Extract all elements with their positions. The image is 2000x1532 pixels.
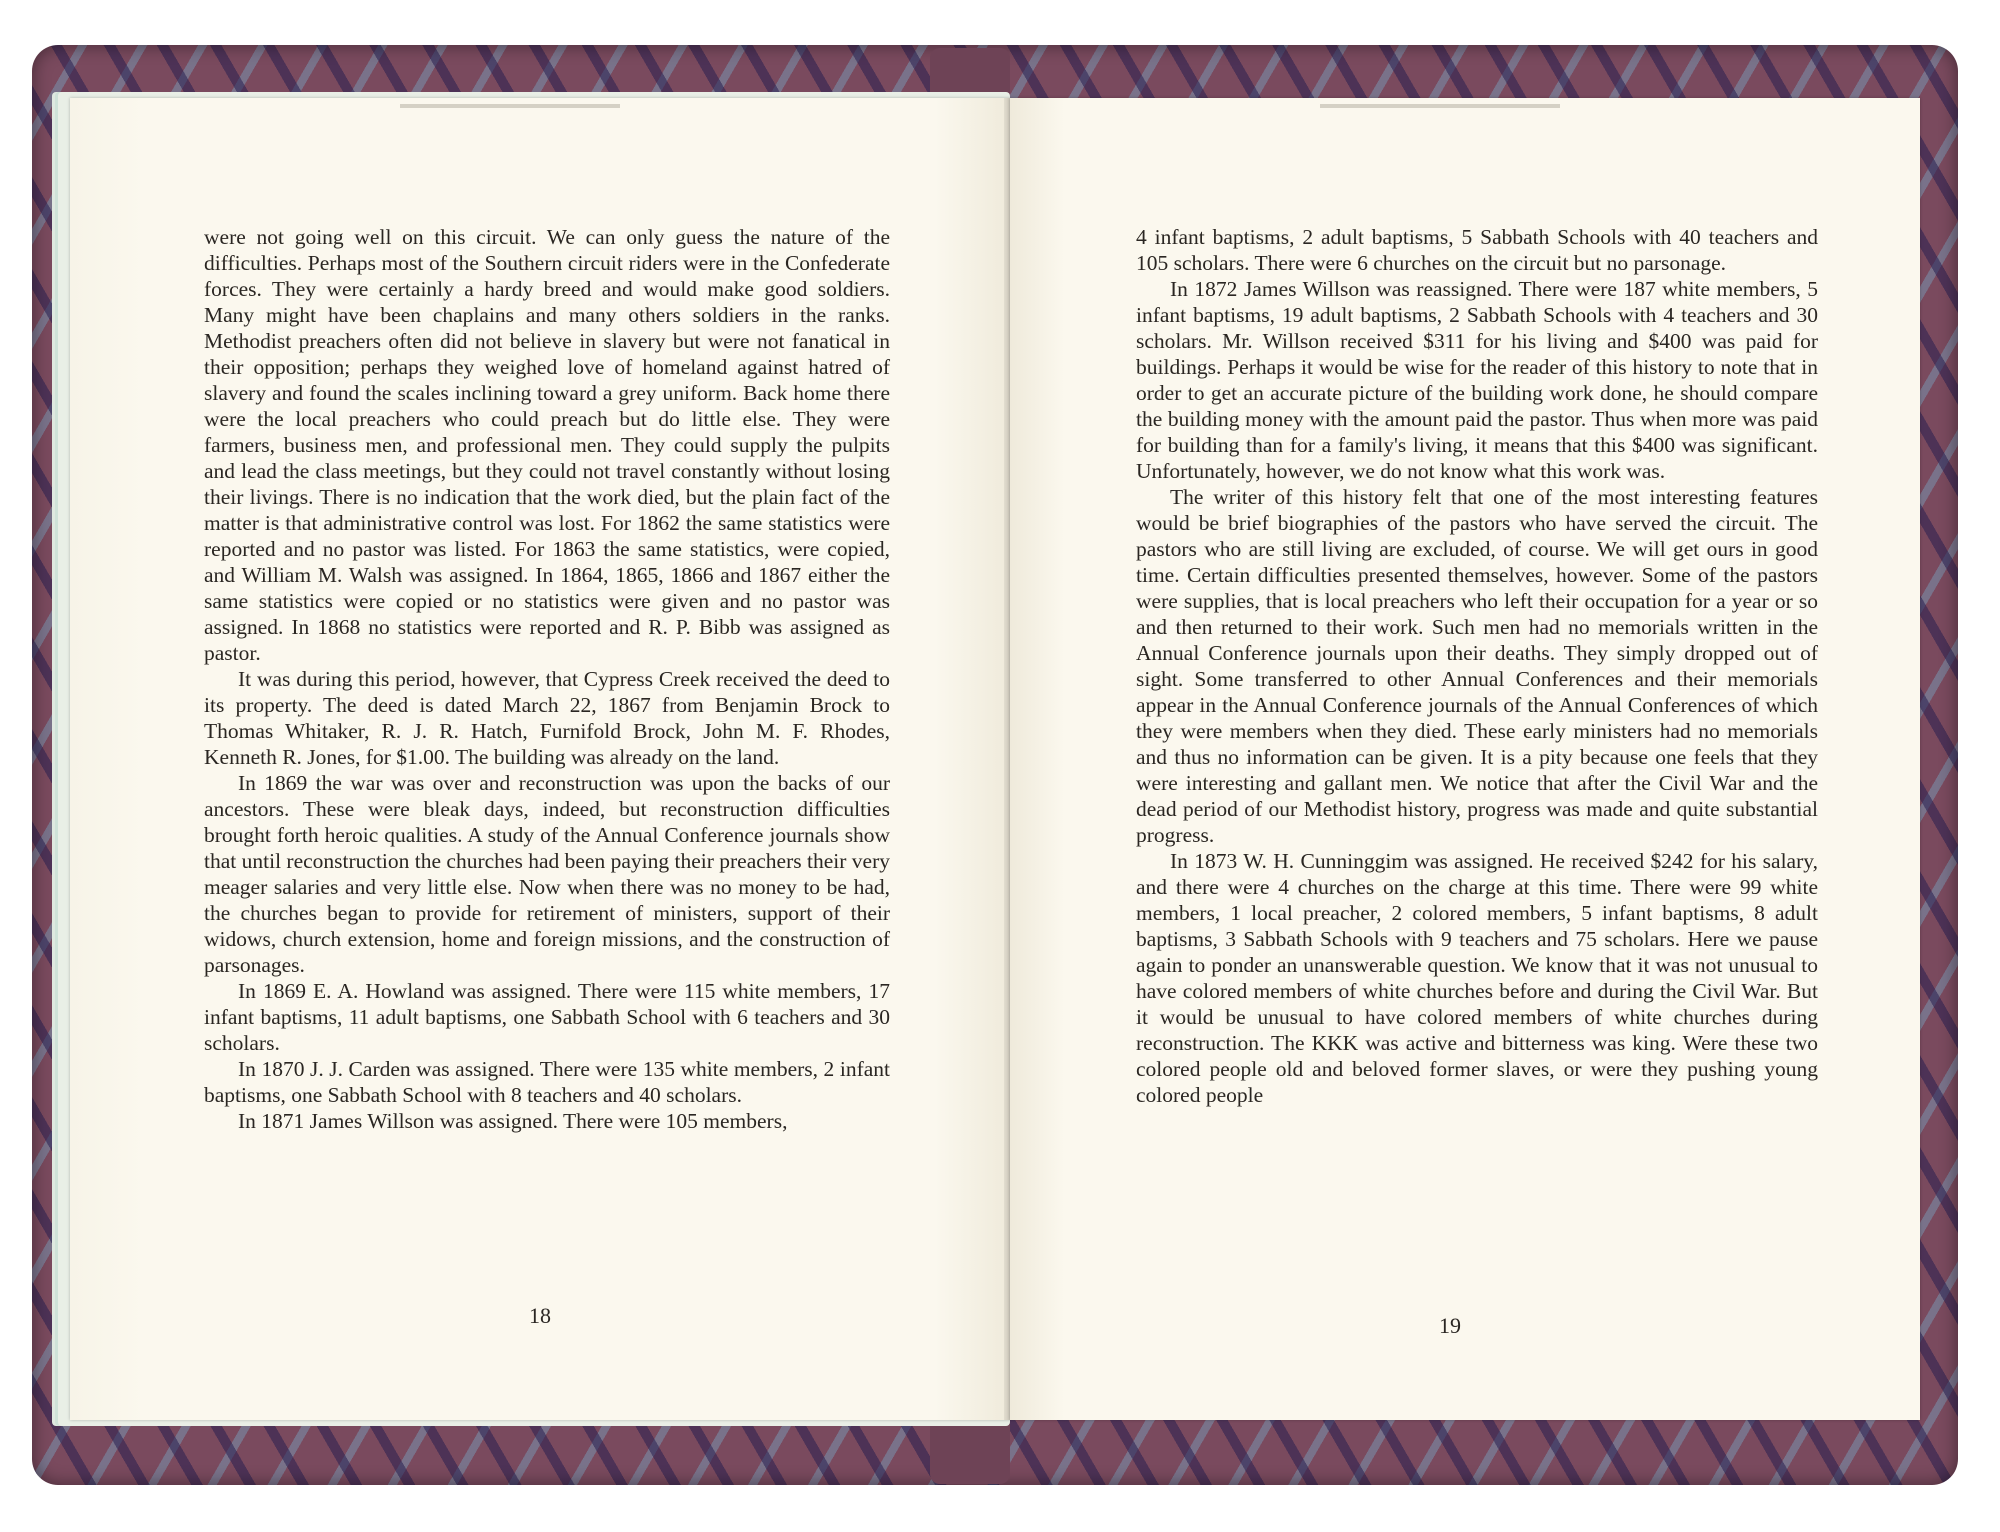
bleed-through-heading <box>400 104 620 108</box>
left-page-text <box>204 224 890 1134</box>
paragraph: In 1870 J. J. Carden was assigned. There were 135 white members, 2 infant baptisms, one Sabbath School with 8 teachers and 40 scholars. <box>204 1057 890 1107</box>
left-page <box>70 98 1010 1420</box>
right-page-text <box>1136 224 1818 1108</box>
bleed-through-heading <box>1320 104 1560 108</box>
paragraph: In 1873 W. H. Cunninggim was assigned. He received $242 for his salary, and there were 4 churches on the charge at this time. There were 99 white members, 1 local preacher, 2 colored members, 5 infant baptisms, 8 adult baptisms, 3 Sabbath Schools with 9 teachers and 75 scholars. Here we pause again to ponder an unanswerable question. We know that it was not unusual to have colored members of white churches before and during the Civil War. But it would be unusual to have colored members of white churches during reconstruction. The KKK was active and bitterness was king. Were these two colored people old and beloved former slaves, or were they pushing young colored people <box>1136 849 1818 1107</box>
paragraph: The writer of this history felt that one of the most interesting features would be brief biographies of the pastors who have served the circuit. The pastors who are still living are excluded, of course. We will get ours in good time. Certain difficulties presented themselves, however. Some of the pastors were supplies, that is local preachers who left their occupation for a year or so and then returned to their work. Such men had no memorials written in the Annual Conference journals upon their deaths. They simply dropped out of sight. Some transferred to other Annual Conferences and their memorials appear in the Annual Conference journals of the Annual Conferences of which they were members when they died. These early ministers had no memorials and thus no information can be given. It is a pity because one feels that they were interesting and gallant men. We notice that after the Civil War and the dead period of our Methodist history, progress was made and quite substantial progress. <box>1136 485 1818 847</box>
page-number: 19 <box>1439 1313 1461 1338</box>
page-number: 18 <box>529 1303 551 1328</box>
right-page <box>1010 98 1920 1420</box>
paragraph: In 1869 the war was over and reconstruction was upon the backs of our ancestors. These were bleak days, indeed, but reconstruction difficulties brought forth heroic qualities. A study of the Annual Conference journals show that until reconstruction the churches had been paying their preachers their very meager salaries and very little else. Now when there was no money to be had, the churches began to provide for retirement of ministers, support of their widows, church extension, home and foreign missions, and the construction of parsonages. <box>204 771 890 977</box>
paragraph: In 1871 James Willson was assigned. There were 105 members, <box>238 1109 788 1133</box>
paragraph: In 1872 James Willson was reassigned. There were 187 white members, 5 infant baptisms, 19 adult baptisms, 2 Sabbath Schools with 4 teachers and 30 scholars. Mr. Willson received $311 for his living and $400 was paid for buildings. Perhaps it would be wise for the reader of this history to note that in order to get an accurate picture of the building work done, he should compare the building money with the amount paid the pastor. Thus when more was paid for building than for a family's living, it means that this $400 was significant. Unfortunately, however, we do not know what this work was. <box>1136 277 1818 483</box>
paragraph: It was during this period, however, that Cypress Creek received the deed to its property. The deed is dated March 22, 1867 from Benjamin Brock to Thomas Whitaker, R. J. R. Hatch, Furnifold Brock, John M. F. Rhodes, Kenneth R. Jones, for $1.00. The building was already on the land. <box>204 667 890 769</box>
paragraph: In 1869 E. A. Howland was assigned. There were 115 white members, 17 infant baptisms, 11 adult baptisms, one Sabbath School with 6 teachers and 30 scholars. <box>204 979 890 1055</box>
paragraph: 4 infant baptisms, 2 adult baptisms, 5 Sabbath Schools with 40 teachers and 105 scholars. There were 6 churches on the circuit but no parsonage. <box>1136 225 1818 275</box>
paragraph: were not going well on this circuit. We can only guess the nature of the difficulties. Perhaps most of the Southern circuit riders were in the Confederate forces. They were certainly a hardy breed and would make good soldiers. Many might have been chaplains and many others soldiers in the ranks. Methodist preachers often did not believe in slavery but were not fanatical in their opposition; perhaps they weighed love of homeland against hatred of slavery and found the scales inclining toward a grey uniform. Back home there were the local preachers who could preach but do little else. They were farmers, business men, and professional men. They could supply the pulpits and lead the class meetings, but they could not travel constantly without losing their livings. There is no indication that the work died, but the plain fact of the matter is that administrative control was lost. For 1862 the same statistics were reported and no pastor was listed. For 1863 the same statistics, were copied, and William M. Walsh was assigned. In 1864, 1865, 1866 and 1867 either the same statistics were copied or no statistics were given and no pastor was assigned. In 1868 no statistics were reported and R. P. Bibb was assigned as pastor. <box>204 225 890 665</box>
